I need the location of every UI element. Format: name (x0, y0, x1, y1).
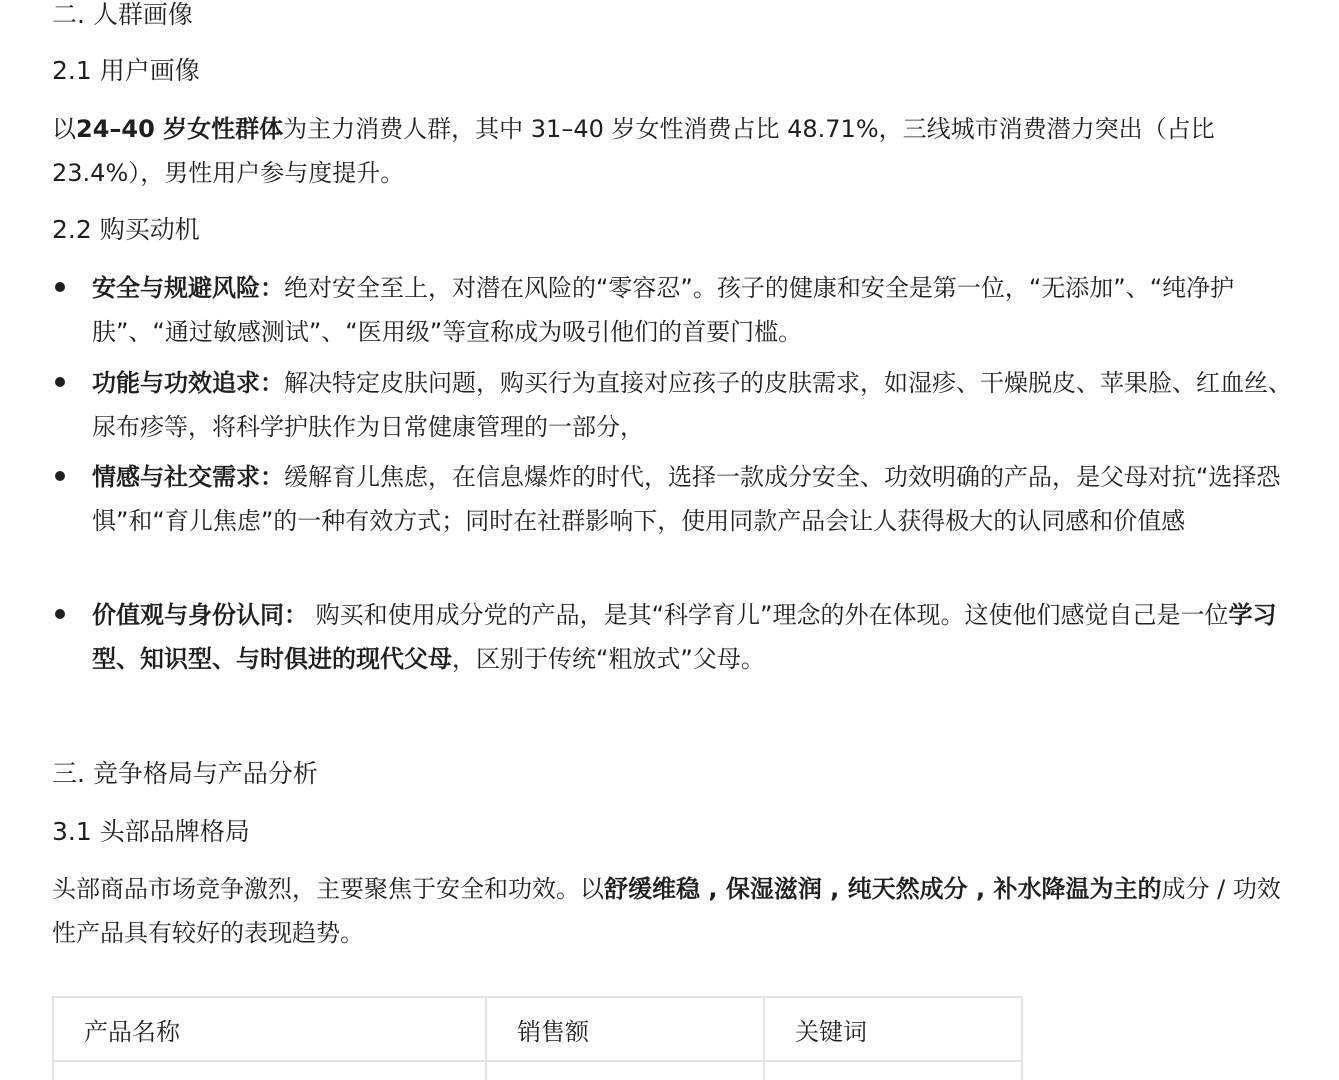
para-text: 成分 / 功效性产品具有较好的表现趋势。 (52, 875, 1281, 947)
table-header-row (53, 997, 1022, 1061)
products-table (52, 996, 1023, 1080)
bullet-dot-icon (55, 471, 65, 481)
para-bold: 24–40 岁女性群体 (76, 115, 284, 143)
column-header-product-name: 产品名称 (53, 997, 486, 1061)
section-3-heading: 三. 竞争格局与产品分析 (52, 759, 318, 788)
bullet-dot-icon (55, 377, 65, 387)
column-header-keywords: 关键词 (764, 997, 1022, 1061)
list-item-bold: 学习型、知识型、与时俱进的现代父母 (92, 601, 1277, 673)
list-item-body: 解决特定皮肤问题，购买行为直接对应孩子的皮肤需求，如湿疹、干燥脱皮、苹果脸、红血丝、尿布疹等，将科学护肤作为日常健康管理的一部分， (92, 369, 1292, 441)
table-row (53, 1061, 1022, 1080)
list-item-text (92, 593, 1297, 681)
section-2-heading: 二. 人群画像 (52, 0, 193, 29)
column-header-sales: 销售额 (486, 997, 764, 1061)
para-text: 为主力消费人群，其中 31–40 岁女性消费占比 48.71%，三线城市消费潜力突出（占比 23.4%），男性用户参与度提升。 (52, 115, 1215, 187)
list-item-label: 安全与规避风险： (92, 274, 284, 302)
list-item-body: ，区别于传统“粗放式”父母。 (452, 645, 765, 673)
list-item-label: 价值观与身份认同： (92, 601, 308, 629)
list-item-body: 购买和使用成分党的产品，是其“科学育儿”理念的外在体现。这使他们感觉自己是一位 (308, 601, 1229, 629)
list-item-body: 绝对安全至上，对潜在风险的“零容忍”。孩子的健康和安全是第一位，“无添加”、“纯净护肤”、“通过敏感测试”、“医用级”等宣称成为吸引他们的首要门槛。 (92, 274, 1235, 346)
list-item-body: 缓解育儿焦虑，在信息爆炸的时代，选择一款成分安全、功效明确的产品，是父母对抗“选择恐惧”和“育儿焦虑”的一种有效方式；同时在社群影响下，使用同款产品会让人获得极大的认同感和价值感 (92, 463, 1281, 535)
para-bold: 舒缓维稳 , 保湿滋润 , 纯天然成分 , 补水降温为主的 (604, 875, 1162, 903)
table-cell (764, 1061, 1022, 1080)
bullet-dot-icon (55, 609, 65, 619)
table-cell (486, 1061, 764, 1080)
para-text: 头部商品市场竞争激烈，主要聚焦于安全和功效。以 (52, 875, 604, 903)
list-item-label: 情感与社交需求： (92, 463, 284, 491)
list-item-text (92, 361, 1297, 449)
list-item-label: 功能与功效追求： (92, 369, 284, 397)
bullet-dot-icon (55, 282, 65, 292)
list-item-text (92, 455, 1297, 543)
table-cell (53, 1061, 486, 1080)
brand-landscape-paragraph (52, 867, 1297, 955)
section-3-1-heading: 3.1 头部品牌格局 (52, 817, 250, 846)
para-text: 以 (52, 115, 76, 143)
list-item-text (92, 266, 1297, 354)
user-profile-paragraph (52, 107, 1297, 195)
section-2-1-heading: 2.1 用户画像 (52, 56, 200, 85)
section-2-2-heading: 2.2 购买动机 (52, 215, 200, 244)
